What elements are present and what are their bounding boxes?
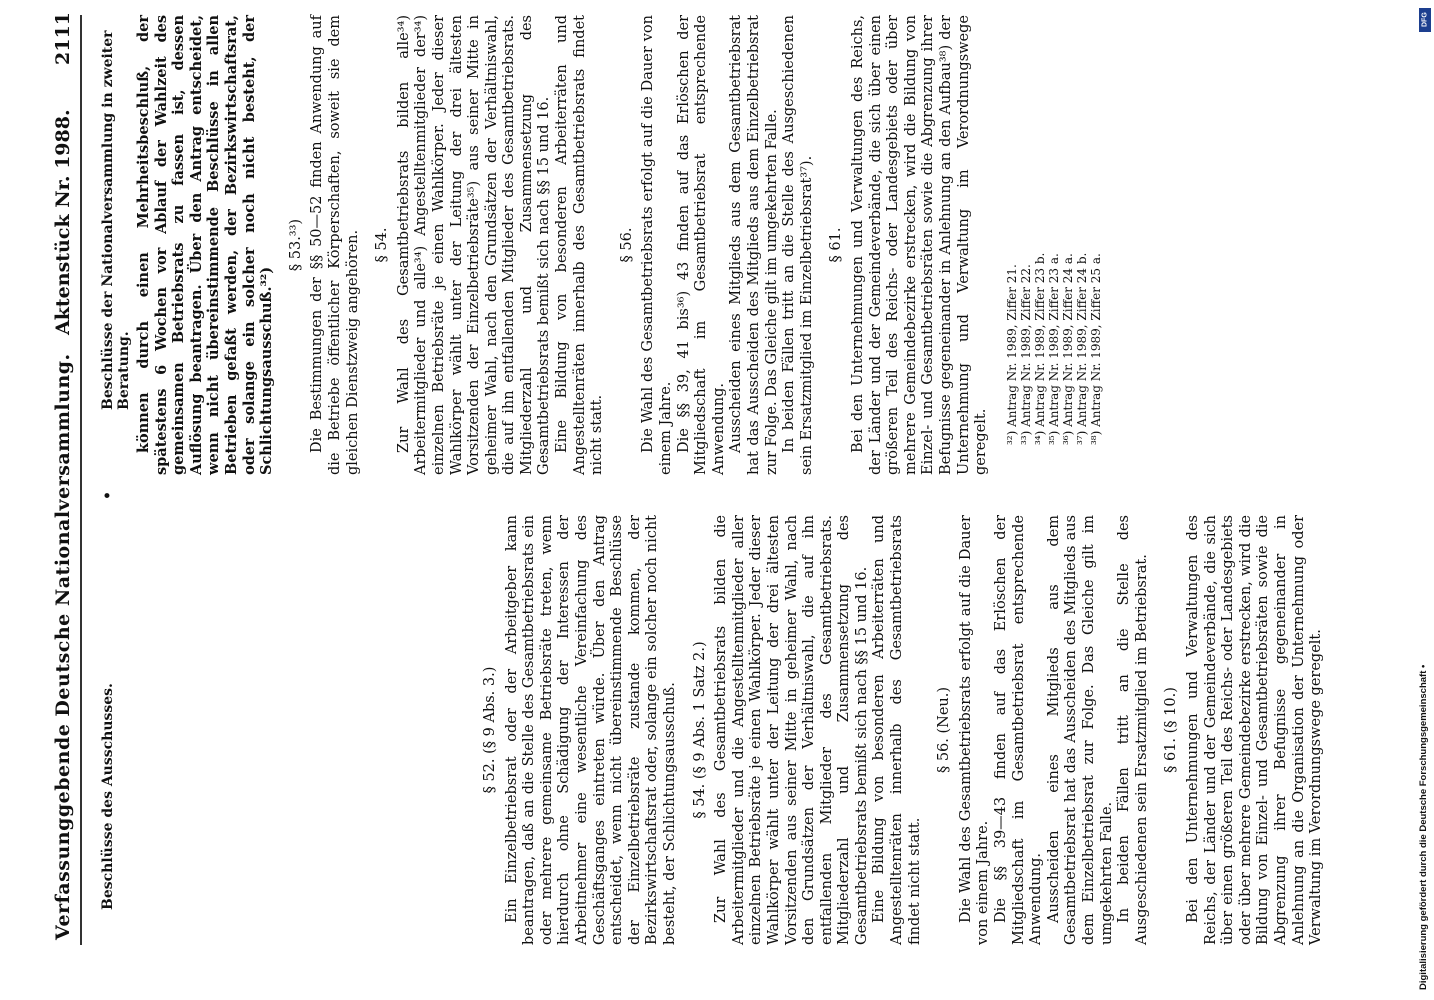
section-heading: § 53.³³) [287,218,304,272]
left-column-title-text: Beschlüsse des Ausschusses. [100,683,116,910]
left-column [470,515,1326,945]
paragraph: Bei den Unternehmungen und Verwaltungen des Reichs, der Länder und der Gemeindeverbände, die sich über einen größeren Teil des Reichs- oder Landesgebiets oder über mehrere Gemeindebezirke erstrecken, wird die Bildung von Einzel- und Gesamtbetriebsräten sowie die Abgrenzung ihrer Befugnisse gegeneinander in Anlehnung an die Organisation der Unternehmung oder Verwaltung im Verordnungswege geregelt. [1184,515,1325,945]
section-heading: § 54. [374,227,391,263]
paragraph: Die Wahl des Gesamtbetriebsrats erfolgt auf die Dauer von einem Jahre. [640,15,675,475]
header-divider [80,15,82,945]
footnote: ³⁵) Antrag Nr. 1989, Ziffer 23 a. [1046,253,1061,445]
paragraph: In beiden Fällen tritt an die Stelle des Ausgeschiedenen sein Ersatzmitglied im Einzelbetriebsrat³⁷). [781,15,815,475]
digitization-note: Digitalisierung gefördert durch die Deutsche Forschungsgemeinschaft • [1418,664,1429,990]
paragraph: Zur Wahl des Gesamtbetriebsrats bilden die Arbeitermitglieder und die Angestelltenmitglieder aller einzelnen Betriebsräte je einen Wahlkörper. Jeder dieser Wahlkörper wählt unter der Leitung der drei ältesten Vorsitzenden aus seiner Mitte in geheimer Wahl, nach den Grundsätzen der Verhältniswahl, die auf ihn entfallenden Mitglieder des Gesamtbetriebsrats. Mitgliederzahl und Zusammensetzung des Gesamtbetriebsrats bemißt sich nach §§ 15 und 16. [713,515,870,945]
paragraph: Ausscheiden eines Mitglieds aus dem Gesamtbetriebsrat hat das Ausscheiden des Mitglieds aus dem Einzelbetriebsrat zur Folge. Das Gleiche gilt im umgekehrten Falle. [1045,515,1115,945]
paragraph: In beiden Fällen tritt an die Stelle des Ausgeschiedenen sein Ersatzmitglied im Betriebsrat. [1116,515,1150,945]
paragraph: Bei den Unternehmungen und Verwaltungen des Reichs, der Länder und der Gemeindeverbände, die sich über einen größeren Teil des Reichs- oder Landesgebiets oder über mehrere Gemeindebezirke erstrecken, wird die Bildung von Einzel- und Gesamtbetriebsräten sowie die Abgrenzung ihrer Befugnisse gegeneinander in Anlehnung an den Aufbau³⁸) der Unternehmung und Verwaltung im Verordnungswege geregelt. [849,15,990,475]
page-number: 2111 [52,12,74,65]
footnote: ³³) Antrag Nr. 1989, Ziffer 22. [1018,264,1033,445]
digitization-sidebar [1418,8,1432,998]
page-header [52,0,92,1000]
paragraph: können durch einen Mehrheitsbeschluß, der spätestens 6 Wochen vor Ablauf der Wahlzeit des gemeinsamen Betriebsrats zu fassen ist, dessen Auflösung beantragen. Über den Antrag entscheidet, wenn nicht übereinstimmende Beschlüsse in allen Betrieben gefaßt werden, der Bezirkswirtschaftsrat, oder solange ein solcher noch nicht besteht, der Schlichtungsausschuß.³²) [135,15,276,475]
footnote: ³⁶) Antrag Nr. 1989, Ziffer 24 a. [1060,253,1075,445]
footnote: ³⁷) Antrag Nr. 1989, Ziffer 24 b. [1074,252,1089,445]
bullet-icon: • [100,491,116,500]
paragraph: Die §§ 39, 41 bis³⁶) 43 finden auf das Erlöschen der Mitgliedschaft im Gesamtbetriebsrat entsprechende Anwendung. [675,15,727,475]
section-heading: § 56. [618,227,635,263]
dfg-logo: DFG [1419,8,1431,32]
right-column [135,15,1103,475]
header-document-number: Aktenstück Nr. 1988. [52,109,74,335]
section-heading: § 61. [828,227,845,263]
header-title: Verfassunggebende Deutsche Nationalversammlung. [52,353,74,940]
footnote: ³⁴) Antrag Nr. 1989, Ziffer 23 b. [1032,252,1047,445]
left-column-title [100,491,116,910]
paragraph: Ein Einzelbetriebsrat oder der Arbeitgeber kann beantragen, daß an die Stelle des Gesamtbetriebsrats ein oder mehrere gemeinsame Betriebsräte treten, wenn hierdurch ohne Schädigung der Interessen der Arbeitnehmer eine wesentliche Vereinfachung des Geschäftsganges eintreten würde. Über den Antrag entscheidet, wenn nicht übereinstimmende Beschlüsse der Einzelbetriebsräte zustande kommen, der Bezirkswirtschaftsrat oder, solange ein solcher noch nicht besteht, der Schlichtungsausschuß. [503,515,678,945]
paragraph: Die Bestimmungen der §§ 50—52 finden Anwendung auf die Betriebe öffentlicher Körperschaften, soweit sie dem gleichen Dienstzweig angehören. [309,15,361,475]
paragraph: Eine Bildung von besonderen Arbeiterräten und Angestelltenräten innerhalb des Gesamtbetriebsrats findet nicht statt. [871,515,923,945]
paragraph: Ausscheiden eines Mitglieds aus dem Gesamtbetriebsrat hat das Ausscheiden des Mitglieds aus dem Einzelbetriebsrat zur Folge. Das Gleiche gilt im umgekehrten Falle. [728,15,780,475]
section-heading: § 56. (Neu.) [936,686,953,774]
section-heading: § 52. (§ 9 Abs. 3.) [482,666,498,794]
footnotes [1005,15,1103,475]
right-column-title: Beschlüsse der Nationalversammlung in zweiter Beratung. [100,30,132,410]
footnote: ³²) Antrag Nr. 1989, Ziffer 21. [1004,264,1019,445]
paragraph: Die §§ 39—43 finden auf das Erlöschen der Mitgliedschaft im Gesamtbetriebsrat entsprechende Anwendung. [993,515,1045,945]
section-heading: § 54. (§ 9 Abs. 1 Satz 2.) [691,641,708,819]
section-heading: § 61. (§ 10.) [1163,687,1180,773]
paragraph: Eine Bildung von besonderen Arbeiterräten und Angestelltenräten innerhalb des Gesamtbetriebsrats findet nicht statt. [554,15,606,475]
paragraph: Zur Wahl des Gesamtbetriebsrats bilden alle³⁴) Arbeitermitglieder und alle³⁴) Angestelltenmitglieder der³⁴) einzelnen Betriebsräte je einen Wahlkörper. Jeder dieser Wahlkörper wählt unter der Leitung der drei ältesten Vorsitzenden der Einzelbetriebsräte³⁵) aus seiner Mitte in geheimer Wahl, nach den Grundsätzen der Verhältniswahl, die auf ihn entfallenden Mitglieder des Gesamtbetriebsrats. Mitgliederzahl und Zusammensetzung des Gesamtbetriebsrats bemißt sich nach §§ 15 und 16. [395,15,553,475]
footnote: ³⁸) Antrag Nr. 1989, Ziffer 25 a. [1088,253,1103,445]
paragraph: Die Wahl des Gesamtbetriebsrats erfolgt auf die Dauer von einem Jahre. [957,515,992,945]
